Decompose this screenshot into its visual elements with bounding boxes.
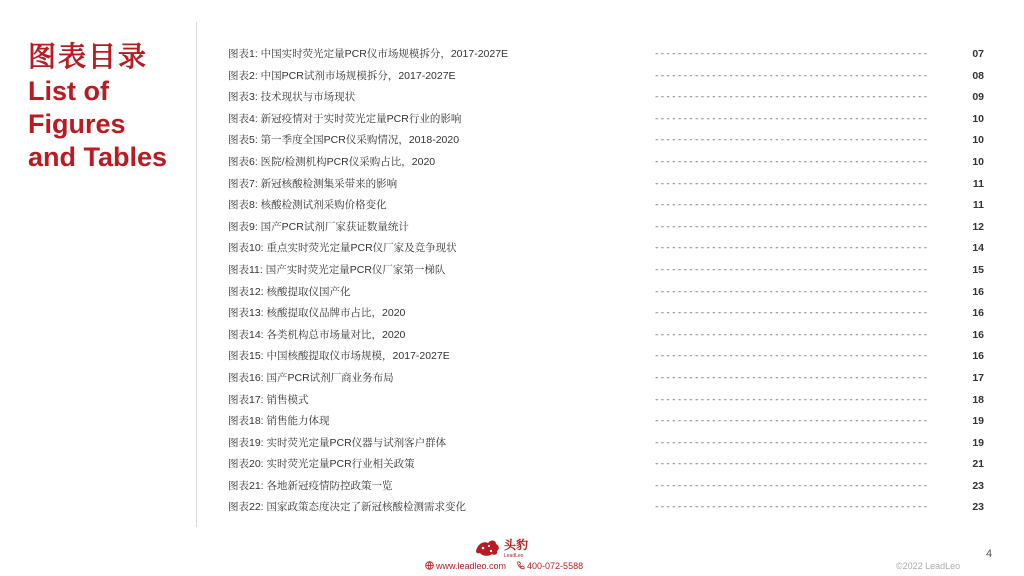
toc-entry[interactable] [228,282,988,304]
toc-leader-dots: ------------------------------------------------ [654,221,929,232]
toc-entry[interactable] [228,66,988,88]
toc-entry[interactable] [228,44,988,66]
toc-entry-page: 16 [972,350,984,363]
logo-subtext: LeadLeo [504,553,524,559]
toc-entry-label: 图表5: 第一季度全国PCR仪采购情况，2018-2020 [228,134,460,147]
toc-entry[interactable] [228,152,988,174]
toc-entry-label: 图表18: 销售能力体现 [228,415,330,428]
toc-leader-dots: ------------------------------------------------ [654,308,929,319]
toc-entry-page: 10 [972,134,984,147]
toc-entry-page: 16 [972,328,984,341]
toc-leader-dots: ------------------------------------------------ [654,437,929,448]
toc-entry-label: 图表6: 医院/检测机构PCR仪采购占比，2020 [228,155,436,168]
toc-entry[interactable] [228,238,988,260]
toc-leader-dots: ------------------------------------------------ [654,156,929,167]
toc-leader-dots: ------------------------------------------------ [654,286,929,297]
toc-entry[interactable] [228,411,988,433]
toc-leader-dots: ------------------------------------------------ [654,480,929,491]
toc-entry-label: 图表19: 实时荧光定量PCR仪器与试剂客户群体 [228,436,447,449]
heading-en-line3: and Tables [28,142,168,172]
toc-entry-page: 17 [972,371,984,384]
toc-entry[interactable] [228,390,988,412]
toc-entry-label: 图表10: 重点实时荧光定量PCR仪厂家及竞争现状 [228,242,457,255]
toc-entry[interactable] [228,87,988,109]
phone-number: 400-072-5588 [527,561,584,571]
phone-icon [516,561,525,570]
toc-leader-dots: ------------------------------------------------ [654,264,929,275]
toc-leader-dots: ------------------------------------------------ [654,372,929,383]
toc-entry[interactable] [228,260,988,282]
toc-entry-page: 07 [972,48,984,60]
toc-entry-label: 图表16: 国产PCR试剂厂商业务布局 [228,371,394,384]
toc-entry-page: 19 [972,436,984,449]
toc-entry-label: 图表2: 中国PCR试剂市场规模拆分，2017-2027E [228,69,456,82]
toc-entry-page: 14 [972,242,984,255]
toc-entry-label: 图表15: 中国核酸提取仪市场规模，2017-2027E [228,350,450,363]
logo-text: 头豹 [504,538,529,552]
leopard-logo-icon [474,535,554,559]
toc-entry[interactable] [228,476,988,498]
toc-leader-dots: ------------------------------------------------ [654,351,929,362]
toc-entry-page: 21 [972,458,984,471]
footer-contact [425,561,583,571]
toc-entry[interactable] [228,195,988,217]
toc-entry-label: 图表8: 核酸检测试剂采购价格变化 [228,199,387,212]
toc-entry[interactable] [228,497,988,519]
toc-entry[interactable] [228,130,988,152]
toc-entry-page: 12 [972,220,984,233]
toc-entry-label: 图表14: 各类机构总市场量对比，2020 [228,328,406,341]
toc-entry-label: 图表22: 国家政策态度决定了新冠核酸检测需求变化 [228,501,467,514]
website-link[interactable]: www.leadleo.com [436,561,507,571]
toc-entry[interactable] [228,325,988,347]
toc-entry-page: 08 [972,69,984,82]
toc-leader-dots: ------------------------------------------------ [654,394,929,405]
toc-entry-page: 16 [972,307,984,320]
toc-entry-label: 图表20: 实时荧光定量PCR行业相关政策 [228,458,415,471]
toc-entry-label: 图表9: 国产PCR试剂厂家获证数量统计 [228,220,409,233]
toc-leader-dots: ------------------------------------------------ [654,200,929,211]
toc-entry[interactable] [228,368,988,390]
toc-leader-dots: ------------------------------------------------ [654,70,929,81]
toc-entry[interactable] [228,217,988,239]
toc-entry[interactable] [228,109,988,131]
toc-leader-dots: ------------------------------------------------ [654,459,929,470]
heading-en-line1: List of [28,76,109,106]
heading-cn: 图表目录 [28,41,149,72]
toc-entry-page: 23 [972,479,984,492]
table-of-contents [228,44,988,519]
toc-leader-dots: ------------------------------------------------ [654,92,929,103]
toc-entry-label: 图表3: 技术现状与市场现状 [228,91,356,104]
toc-leader-dots: ------------------------------------------------ [654,329,929,340]
toc-entry-page: 19 [972,415,984,428]
toc-leader-dots: ------------------------------------------------ [654,416,929,427]
toc-entry-label: 图表7: 新冠核酸检测集采带来的影响 [228,177,398,190]
toc-entry[interactable] [228,346,988,368]
toc-leader-dots: ------------------------------------------------ [654,135,929,146]
toc-leader-dots: ------------------------------------------------ [654,49,929,59]
toc-entry-label: 图表4: 新冠疫情对于实时荧光定量PCR行业的影响 [228,112,462,125]
toc-entry[interactable] [228,433,988,455]
toc-entry[interactable] [228,303,988,325]
copyright: ©2022 LeadLeo [896,561,961,571]
toc-entry-page: 10 [972,112,984,125]
toc-entry[interactable] [228,454,988,476]
page-number: 4 [986,548,993,560]
toc-leader-dots: ------------------------------------------------ [654,243,929,254]
page-heading [28,40,198,173]
toc-entry[interactable] [228,174,988,196]
toc-entry-label: 图表12: 核酸提取仪国产化 [228,285,351,298]
toc-entry-page: 11 [972,177,984,190]
toc-entry-page: 18 [972,393,984,406]
heading-en-line2: Figures [28,109,126,139]
toc-leader-dots: ------------------------------------------------ [654,502,929,513]
toc-entry-page: 11 [972,199,984,212]
toc-entry-page: 09 [972,91,984,104]
toc-leader-dots: ------------------------------------------------ [654,113,929,124]
toc-entry-page: 23 [972,501,984,514]
toc-entry-label: 图表1: 中国实时荧光定量PCR仪市场规模拆分，2017-2027E [228,48,509,60]
toc-entry-label: 图表13: 核酸提取仪品牌市占比，2020 [228,307,406,320]
toc-leader-dots: ------------------------------------------------ [654,178,929,189]
toc-entry-page: 10 [972,155,984,168]
toc-entry-label: 图表17: 销售模式 [228,393,309,406]
toc-entry-label: 图表21: 各地新冠疫情防控政策一览 [228,479,393,492]
vertical-divider [196,22,197,527]
toc-entry-page: 16 [972,285,984,298]
toc-entry-label: 图表11: 国产实时荧光定量PCR仪厂家第一梯队 [228,263,446,276]
globe-icon [425,561,434,570]
toc-entry-page: 15 [972,263,984,276]
